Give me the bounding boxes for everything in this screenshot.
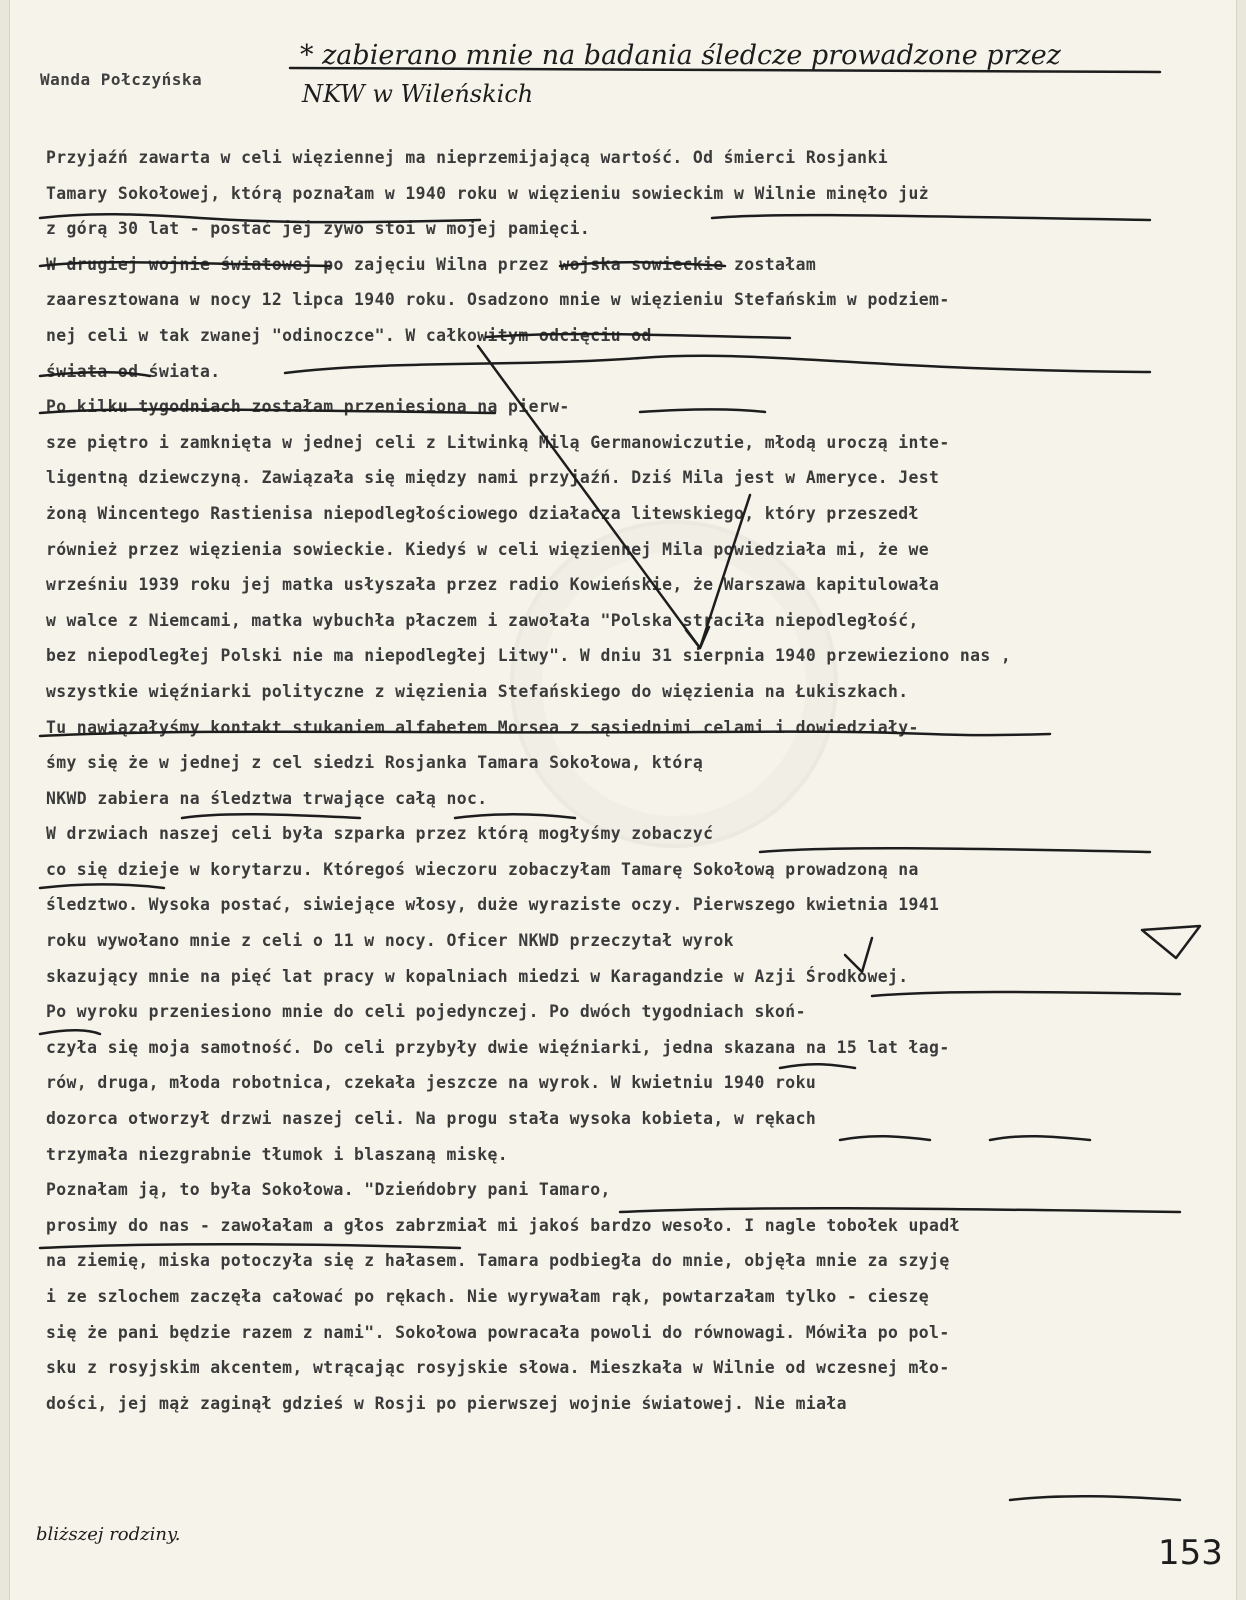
typed-line: NKWD zabiera na śledztwa trwające całą noc. bbox=[46, 788, 488, 808]
typed-line: na ziemię, miska potoczyła się z hałasem. Tamara podbiegła do mnie, objęła mnie za szyję bbox=[46, 1251, 950, 1271]
typed-line: W drugiej wojnie światowej po zajęciu Wilna przez wojska sowieckie zostałam bbox=[46, 254, 817, 274]
typed-line: w walce z Niemcami, matka wybuchła płaczem i zawołała "Polska straciła niepodległość, bbox=[46, 610, 919, 630]
typed-line: czyła się moja samotność. Do celi przybyły dwie więźniarki, jedna skazana na 15 lat łag- bbox=[46, 1037, 950, 1057]
typed-line: Tamary Sokołowej, którą poznałam w 1940 roku w więzieniu sowieckim w Wilnie minęło już bbox=[46, 183, 930, 203]
typed-line: roku wywołano mnie z celi o 11 w nocy. Oficer NKWD przeczytał wyrok bbox=[46, 931, 734, 951]
typed-line: z górą 30 lat - postać jej żywo stoi w mojej pamięci. bbox=[46, 219, 591, 239]
handwritten-bottom-annotation: bliższej rodziny. bbox=[36, 1524, 181, 1545]
typed-line: wszystkie więźniarki polityczne z więzienia Stefańskiego do więzienia na Łukiszkach. bbox=[46, 681, 909, 701]
author-name: Wanda Połczyńska bbox=[40, 70, 203, 89]
typed-line: żoną Wincentego Rastienisa niepodległościowego działacza litewskiego, który przeszedł bbox=[46, 503, 919, 523]
typed-line: co się dzieje w korytarzu. Któregoś wieczoru zobaczyłam Tamarę Sokołową prowadzoną na bbox=[46, 859, 919, 879]
handwritten-top-annotation-line2: NKW w Wileńskich bbox=[302, 80, 534, 108]
typed-line: śmy się że w jednej z cel siedzi Rosjanka Tamara Sokołowa, którą bbox=[46, 753, 704, 773]
typed-line: Tu nawiązałyśmy kontakt stukaniem alfabetem Morsea z sąsiednimi celami i dowiedziały- bbox=[46, 717, 919, 737]
typed-line: Po kilku tygodniach zostałam przeniesiona na pierw- bbox=[46, 397, 570, 417]
typed-line: skazujący mnie na pięć lat pracy w kopalniach miedzi w Karagandzie w Azji Środkowej. bbox=[46, 966, 909, 986]
typed-line: sze piętro i zamknięta w jednej celi z Litwinką Milą Germanowiczutie, młodą uroczą inte- bbox=[46, 432, 950, 452]
typed-line: rów, druga, młoda robotnica, czekała jeszcze na wyrok. W kwietniu 1940 roku bbox=[46, 1073, 817, 1093]
typed-line: się że pani będzie razem z nami". Sokołowa powracała powoli do równowagi. Mówiła po pol- bbox=[46, 1322, 950, 1342]
typed-line: nej celi w tak zwanej "odinoczce". W całkowitym odcięciu od bbox=[46, 325, 652, 345]
typed-line: bez niepodległej Polski nie ma niepodległej Litwy". W dniu 31 sierpnia 1940 przewieziono nas , bbox=[46, 646, 1012, 666]
typed-line: Przyjaźń zawarta w celi więziennej ma nieprzemijającą wartość. Od śmierci Rosjanki bbox=[46, 148, 888, 167]
typed-line: wrześniu 1939 roku jej matka usłyszała przez radio Kowieńskie, że Warszawa kapitulowała bbox=[46, 575, 940, 595]
typed-line: ligentną dziewczyną. Zawiązała się między nami przyjaźń. Dziś Mila jest w Ameryce. Jest bbox=[46, 468, 940, 488]
typed-line: Poznałam ją, to była Sokołowa. "Dzieńdobry pani Tamaro, bbox=[46, 1180, 611, 1200]
typed-line: dozorca otworzył drzwi naszej celi. Na progu stała wysoka kobieta, w rękach bbox=[46, 1109, 817, 1129]
typed-line: świata od świata. bbox=[46, 361, 221, 381]
handwritten-top-annotation-line1: * zabierano mnie na badania śledcze prowadzone przez bbox=[300, 40, 1061, 71]
typed-line: i ze szlochem zaczęła całować po rękach. Nie wyrywałam rąk, powtarzałam tylko - cieszę bbox=[46, 1287, 930, 1306]
typed-line: dości, jej mąż zaginął gdzieś w Rosji po pierwszej wojnie światowej. Nie miała bbox=[46, 1393, 847, 1413]
document-page bbox=[10, 0, 1236, 1600]
typed-line: Po wyroku przeniesiono mnie do celi pojedynczej. Po dwóch tygodniach skoń- bbox=[46, 1002, 806, 1022]
typed-line: sku z rosyjskim akcentem, wtrącając rosyjskie słowa. Mieszkała w Wilnie od wczesnej mło- bbox=[46, 1358, 950, 1378]
typed-text-block bbox=[46, 140, 1196, 1421]
page-number: 153 bbox=[1158, 1533, 1223, 1573]
typed-line: prosimy do nas - zawołałam a głos zabrzmiał mi jakoś bardzo wesoło. I nagle tobołek upadł bbox=[46, 1215, 960, 1235]
typed-line: W drzwiach naszej celi była szparka przez którą mogłyśmy zobaczyć bbox=[46, 824, 714, 844]
typed-line: również przez więzienia sowieckie. Kiedyś w celi więziennej Mila powiedziała mi, że we bbox=[46, 539, 930, 559]
typed-line: trzymała niezgrabnie tłumok i blaszaną miskę. bbox=[46, 1144, 509, 1164]
typed-line: śledztwo. Wysoka postać, siwiejące włosy, duże wyraziste oczy. Pierwszego kwietnia 1941 bbox=[46, 895, 940, 915]
typed-line: zaaresztowana w nocy 12 lipca 1940 roku. Osadzono mnie w więzieniu Stefańskim w podziem- bbox=[46, 290, 950, 310]
